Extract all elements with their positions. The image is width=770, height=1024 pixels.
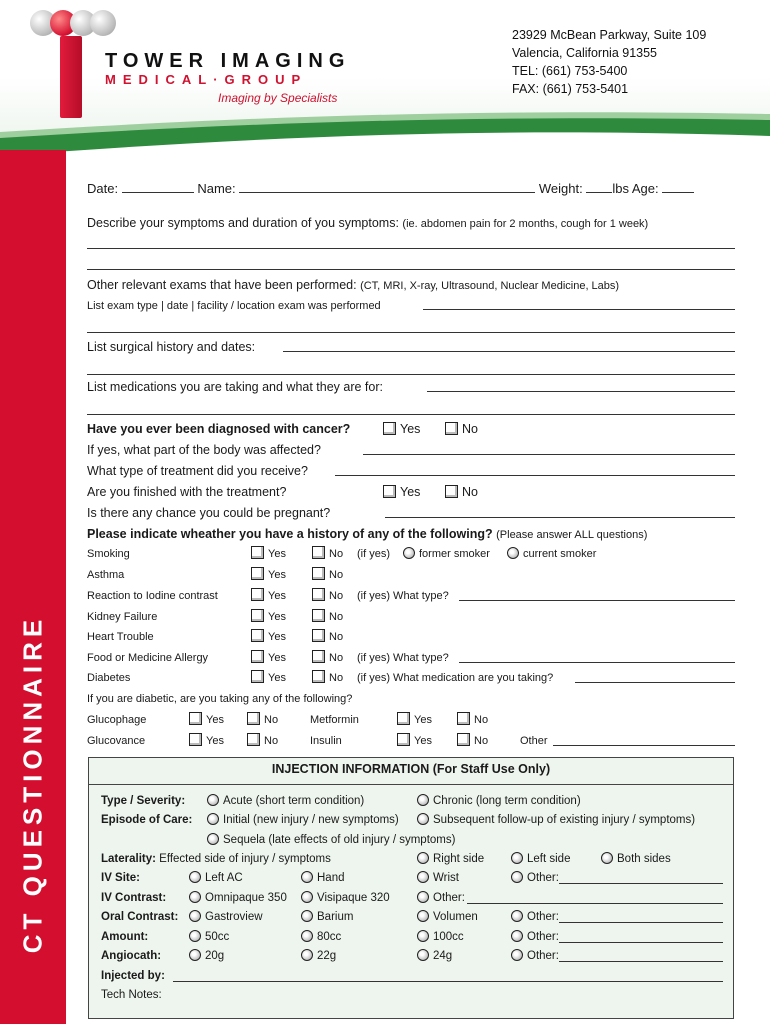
other-label: Other [520, 735, 548, 747]
angiocath-20g-label: 20g [205, 950, 225, 962]
address-line: Valencia, California 91355 [512, 46, 658, 60]
omnipaque-label: Omnipaque 350 [205, 892, 287, 904]
allergy-no-option[interactable] [312, 649, 343, 667]
no-label: No [329, 631, 344, 643]
heart-no-option[interactable] [312, 628, 343, 646]
tech-notes-row [101, 987, 733, 1004]
finished-row [87, 483, 737, 501]
checkbox-icon[interactable] [312, 609, 325, 622]
radio-icon[interactable] [417, 910, 429, 922]
other-label: Other: [527, 931, 559, 943]
amount-other-field[interactable] [559, 931, 723, 943]
other-label: Other: [527, 911, 559, 923]
gastroview-label: Gastroview [205, 911, 263, 923]
glucovance-label: Glucovance [87, 735, 146, 747]
checkbox-icon[interactable] [312, 567, 325, 580]
yes-label: Yes [206, 735, 224, 747]
iodine-no-option[interactable] [312, 587, 343, 605]
metformin-no-option[interactable] [457, 711, 488, 729]
both-sides-label: Both sides [617, 853, 671, 865]
checkbox-icon[interactable] [189, 712, 202, 725]
condition-label: Food or Medicine Allergy [87, 652, 209, 664]
radio-icon[interactable] [207, 813, 219, 825]
left-side-label: Left side [527, 853, 571, 865]
condition-row-allergy [87, 649, 737, 667]
visipaque-label: Visipaque 320 [317, 892, 390, 904]
if-yes-label: (if yes) [357, 548, 390, 560]
checkbox-icon[interactable] [312, 588, 325, 601]
radio-icon[interactable] [189, 949, 201, 961]
wrist-option[interactable] [417, 870, 459, 887]
glucophage-row [87, 711, 737, 729]
iodine-type-field[interactable] [459, 589, 735, 601]
angiocath-other-field[interactable] [559, 950, 723, 962]
other-label: Other: [527, 872, 559, 884]
diabetes-medication-field[interactable] [575, 671, 735, 683]
both-sides-option[interactable] [601, 851, 671, 868]
condition-row-smoking [87, 545, 737, 563]
symptoms-row [87, 214, 737, 232]
logo-bar-icon [60, 36, 82, 118]
episode-label: Episode of Care: [101, 814, 193, 826]
amount-100-option[interactable] [417, 929, 464, 946]
radio-icon[interactable] [511, 949, 523, 961]
symptoms-line[interactable] [87, 248, 735, 249]
radio-icon[interactable] [601, 852, 613, 864]
radio-icon[interactable] [507, 547, 519, 559]
diabetes-yes-option[interactable] [251, 669, 286, 687]
history-heading: Please indicate wheather you have a history of any of the following? [87, 527, 493, 541]
cancer-row [87, 420, 737, 438]
barium-label: Barium [317, 911, 354, 923]
glucophage-no-option[interactable] [247, 711, 278, 729]
condition-label: Heart Trouble [87, 631, 154, 643]
logo-spheres-icon [30, 10, 120, 38]
type-label: Type / Severity: [101, 795, 186, 807]
checkbox-icon[interactable] [312, 670, 325, 683]
right-side-label: Right side [433, 853, 485, 865]
age-label: Age: [631, 181, 659, 196]
no-label: No [462, 485, 478, 499]
checkbox-icon[interactable] [251, 609, 264, 622]
checkbox-icon[interactable] [312, 650, 325, 663]
condition-row-kidney [87, 608, 737, 626]
radio-icon[interactable] [417, 794, 429, 806]
right-side-option[interactable] [417, 851, 484, 868]
acute-option[interactable] [207, 793, 364, 810]
amount-row [101, 929, 733, 946]
no-label: No [329, 672, 344, 684]
yes-label: Yes [400, 485, 421, 499]
yes-label: Yes [414, 714, 432, 726]
condition-label: Reaction to Iodine contrast [87, 590, 218, 602]
radio-icon[interactable] [301, 949, 313, 961]
insulin-no-option[interactable] [457, 732, 488, 750]
current-smoker-label: current smoker [523, 548, 597, 560]
age-field[interactable] [662, 181, 694, 193]
name-field[interactable] [239, 181, 535, 193]
no-label: No [264, 735, 279, 747]
iodine-yes-option[interactable] [251, 587, 286, 605]
angiocath-20g-option[interactable] [189, 948, 224, 965]
medications-line[interactable] [87, 414, 735, 415]
smoking-yes-option[interactable] [251, 545, 286, 563]
yes-label: Yes [414, 735, 432, 747]
condition-label: Smoking [87, 548, 130, 560]
tagline: Imaging by Specialists [218, 91, 338, 105]
visipaque-option[interactable] [301, 890, 390, 907]
checkbox-icon[interactable] [397, 712, 410, 725]
radio-icon[interactable] [417, 871, 429, 883]
checkbox-icon[interactable] [189, 733, 202, 746]
staff-use-panel [88, 757, 734, 1019]
body-part-field[interactable] [363, 443, 735, 455]
checkbox-icon[interactable] [251, 567, 264, 580]
glucophage-label: Glucophage [87, 714, 147, 726]
wrist-label: Wrist [433, 872, 459, 884]
angiocath-other-option[interactable] [511, 948, 559, 965]
volumen-label: Volumen [433, 911, 478, 923]
angiocath-22g-option[interactable] [301, 948, 336, 965]
finished-no-option[interactable] [445, 483, 478, 501]
condition-row-heart [87, 628, 737, 646]
injected-by-row [101, 968, 733, 985]
asthma-yes-option[interactable] [251, 566, 286, 584]
exams-line[interactable] [87, 332, 735, 333]
amount-80-option[interactable] [301, 929, 341, 946]
diabetic-question: If you are diabetic, are you taking any of the following? [87, 693, 353, 705]
fax-number: FAX: (661) 753-5401 [512, 82, 629, 96]
radio-icon[interactable] [301, 930, 313, 942]
angiocath-24g-label: 24g [433, 950, 453, 962]
amount-label: Amount: [101, 931, 149, 943]
iv-contrast-label: IV Contrast: [101, 892, 167, 904]
what-type-label: (if yes) What type? [357, 590, 449, 602]
amount-100-label: 100cc [433, 931, 464, 943]
other-medication-field[interactable] [553, 734, 735, 746]
amount-other-option[interactable] [511, 929, 559, 946]
radio-icon[interactable] [511, 871, 523, 883]
iv-contrast-row [101, 890, 733, 907]
radio-icon[interactable] [189, 910, 201, 922]
no-label: No [264, 714, 279, 726]
volumen-option[interactable] [417, 909, 478, 926]
glucovance-yes-option[interactable] [189, 732, 224, 750]
former-smoker-label: former smoker [419, 548, 490, 560]
hand-label: Hand [317, 872, 345, 884]
sequela-label: Sequela (late effects of old injury / symptoms) [223, 834, 456, 846]
episode-row [101, 812, 733, 829]
pregnant-question: Is there any chance you could be pregnant? [87, 506, 331, 520]
heart-yes-option[interactable] [251, 628, 286, 646]
checkbox-icon[interactable] [251, 546, 264, 559]
current-smoker-option[interactable] [507, 545, 596, 563]
yes-label: Yes [400, 422, 421, 436]
angiocath-label: Angiocath: [101, 950, 162, 962]
glucovance-no-option[interactable] [247, 732, 278, 750]
staff-panel-title: INJECTION INFORMATION (For Staff Use Only) [271, 762, 551, 776]
checkbox-icon[interactable] [251, 629, 264, 642]
chronic-option[interactable] [417, 793, 581, 810]
subsequent-label: Subsequent follow-up of existing injury / symptoms) [433, 814, 696, 826]
yes-label: Yes [268, 652, 286, 664]
what-type-label: (if yes) What type? [357, 652, 449, 664]
address-block [512, 26, 706, 98]
body-part-row [87, 441, 737, 459]
acute-label: Acute (short term condition) [223, 795, 365, 807]
asthma-no-option[interactable] [312, 566, 343, 584]
cancer-yes-option[interactable] [383, 420, 420, 438]
yes-label: Yes [268, 569, 286, 581]
yes-label: Yes [268, 590, 286, 602]
surgical-field[interactable] [283, 340, 735, 352]
checkbox-icon[interactable] [251, 650, 264, 663]
radio-icon[interactable] [511, 930, 523, 942]
laterality-label: Laterality: [101, 853, 156, 865]
symptoms-label: Describe your symptoms and duration of you symptoms: [87, 216, 399, 230]
hand-option[interactable] [301, 870, 345, 887]
radio-icon[interactable] [417, 852, 429, 864]
type-severity-row [101, 793, 733, 810]
pregnant-field[interactable] [385, 506, 735, 518]
angiocath-22g-label: 22g [317, 950, 337, 962]
checkbox-icon[interactable] [383, 485, 396, 498]
exam-type-field[interactable] [423, 298, 735, 310]
body-part-question: If yes, what part of the body was affected? [87, 443, 321, 457]
patient-info-row [87, 180, 737, 198]
checkbox-icon[interactable] [445, 422, 458, 435]
condition-row-asthma [87, 566, 737, 584]
radio-icon[interactable] [189, 930, 201, 942]
condition-label: Diabetes [87, 672, 131, 684]
checkbox-icon[interactable] [457, 733, 470, 746]
amount-50-option[interactable] [189, 929, 229, 946]
no-label: No [474, 714, 489, 726]
exam-type-hint: List exam type | date | facility / location exam was performed [87, 300, 381, 312]
iv-contrast-other-option[interactable] [417, 890, 465, 907]
other-label: Other: [433, 892, 465, 904]
yes-label: Yes [268, 548, 286, 560]
finished-question: Are you finished with the treatment? [87, 485, 287, 499]
checkbox-icon[interactable] [457, 712, 470, 725]
divider [89, 784, 733, 785]
history-hint: (Please answer ALL questions) [496, 529, 648, 541]
left-ac-label: Left AC [205, 872, 243, 884]
checkbox-icon[interactable] [383, 422, 396, 435]
checkbox-icon[interactable] [247, 733, 260, 746]
date-field[interactable] [122, 181, 194, 193]
no-label: No [329, 590, 344, 602]
angiocath-row [101, 948, 733, 965]
sequela-row [101, 832, 733, 849]
iv-site-row [101, 870, 733, 887]
checkbox-icon[interactable] [445, 485, 458, 498]
logo-title: TOWER IMAGING [105, 50, 351, 72]
iv-site-other-option[interactable] [511, 870, 559, 887]
checkbox-icon[interactable] [251, 588, 264, 601]
insulin-label: Insulin [310, 735, 342, 747]
radio-icon[interactable] [207, 833, 219, 845]
condition-label: Asthma [87, 569, 125, 581]
no-label: No [329, 611, 344, 623]
radio-icon[interactable] [417, 813, 429, 825]
radio-icon[interactable] [417, 949, 429, 961]
weight-label: Weight: [538, 181, 583, 196]
date-label: Date: [87, 181, 119, 196]
header-swoosh-icon [0, 112, 770, 162]
exams-row [87, 276, 737, 294]
radio-icon[interactable] [301, 910, 313, 922]
initial-option[interactable] [207, 812, 399, 829]
gastroview-option[interactable] [189, 909, 263, 926]
symptoms-hint: (ie. abdomen pain for 2 months, cough for 1 week) [402, 218, 649, 230]
laterality-text: Effected side of injury / symptoms [159, 853, 331, 865]
surgical-line[interactable] [87, 374, 735, 375]
treatment-row [87, 462, 737, 480]
radio-icon[interactable] [301, 891, 313, 903]
injected-by-field[interactable] [173, 970, 723, 982]
radio-icon[interactable] [189, 871, 201, 883]
cancer-question: Have you ever been diagnosed with cancer? [87, 422, 351, 436]
no-label: No [329, 569, 344, 581]
vertical-title: CT QUESTIONNAIRE [17, 614, 48, 954]
weight-field[interactable] [586, 181, 612, 193]
oral-contrast-row [101, 909, 733, 926]
exam-type-row [87, 296, 737, 314]
medications-label: List medications you are taking and what they are for: [87, 380, 383, 394]
symptoms-line[interactable] [87, 269, 735, 270]
laterality-row [101, 851, 733, 868]
radio-icon[interactable] [417, 930, 429, 942]
other-label: Other: [527, 950, 559, 962]
diabetic-question-row [87, 690, 737, 708]
amount-80-label: 80cc [317, 931, 342, 943]
radio-icon[interactable] [207, 794, 219, 806]
oral-contrast-label: Oral Contrast: [101, 911, 179, 923]
checkbox-icon[interactable] [247, 712, 260, 725]
chronic-label: Chronic (long term condition) [433, 795, 581, 807]
sequela-option[interactable] [207, 832, 455, 849]
tech-notes-label: Tech Notes: [101, 989, 162, 1001]
injected-label: Injected by: [101, 970, 165, 982]
cancer-no-option[interactable] [445, 420, 478, 438]
kidney-no-option[interactable] [312, 608, 343, 626]
medications-field[interactable] [427, 380, 735, 392]
iv-contrast-other-field[interactable] [467, 892, 723, 904]
exams-label: Other relevant exams that have been performed: [87, 278, 357, 292]
yes-label: Yes [268, 631, 286, 643]
checkbox-icon[interactable] [312, 546, 325, 559]
radio-icon[interactable] [511, 852, 523, 864]
kidney-yes-option[interactable] [251, 608, 286, 626]
radio-icon[interactable] [189, 891, 201, 903]
iv-site-label: IV Site: [101, 872, 140, 884]
initial-label: Initial (new injury / new symptoms) [223, 814, 399, 826]
allergy-type-field[interactable] [459, 651, 735, 663]
glucovance-row [87, 732, 737, 750]
insulin-yes-option[interactable] [397, 732, 432, 750]
former-smoker-option[interactable] [403, 545, 490, 563]
address-line: 23929 McBean Parkway, Suite 109 [512, 28, 707, 42]
smoking-no-option[interactable] [312, 545, 343, 563]
checkbox-icon[interactable] [312, 629, 325, 642]
no-label: No [462, 422, 478, 436]
amount-50-label: 50cc [205, 931, 230, 943]
left-side-option[interactable] [511, 851, 570, 868]
oral-contrast-other-option[interactable] [511, 909, 559, 926]
angiocath-24g-option[interactable] [417, 948, 452, 965]
exams-hint: (CT, MRI, X-ray, Ultrasound, Nuclear Medicine, Labs) [360, 280, 620, 292]
treatment-field[interactable] [335, 464, 735, 476]
condition-row-iodine [87, 587, 737, 605]
checkbox-icon[interactable] [397, 733, 410, 746]
subsequent-option[interactable] [417, 812, 695, 829]
radio-icon[interactable] [511, 910, 523, 922]
barium-option[interactable] [301, 909, 353, 926]
logo-subtitle: MEDICAL·GROUP [105, 72, 308, 87]
iv-site-other-field[interactable] [559, 872, 723, 884]
radio-icon[interactable] [417, 891, 429, 903]
what-medication-label: (if yes) What medication are you taking? [357, 672, 554, 684]
omnipaque-option[interactable] [189, 890, 287, 907]
no-label: No [474, 735, 489, 747]
radio-icon[interactable] [403, 547, 415, 559]
no-label: No [329, 652, 344, 664]
finished-yes-option[interactable] [383, 483, 420, 501]
metformin-label: Metformin [310, 714, 359, 726]
diabetes-no-option[interactable] [312, 669, 343, 687]
no-label: No [329, 548, 344, 560]
condition-row-diabetes [87, 669, 737, 687]
yes-label: Yes [206, 714, 224, 726]
phone-number: TEL: (661) 753-5400 [512, 64, 628, 78]
surgical-row [87, 338, 737, 356]
lbs-label: lbs [612, 181, 629, 196]
condition-label: Kidney Failure [87, 611, 158, 623]
medications-row [87, 378, 737, 396]
history-heading-row [87, 525, 737, 543]
pregnant-row [87, 504, 737, 522]
oral-contrast-other-field[interactable] [559, 911, 723, 923]
left-ac-option[interactable] [189, 870, 243, 887]
surgical-label: List surgical history and dates: [87, 340, 256, 354]
allergy-yes-option[interactable] [251, 649, 286, 667]
name-label: Name: [197, 181, 236, 196]
checkbox-icon[interactable] [251, 670, 264, 683]
radio-icon[interactable] [301, 871, 313, 883]
glucophage-yes-option[interactable] [189, 711, 224, 729]
yes-label: Yes [268, 611, 286, 623]
treatment-question: What type of treatment did you receive? [87, 464, 308, 478]
yes-label: Yes [268, 672, 286, 684]
metformin-yes-option[interactable] [397, 711, 432, 729]
